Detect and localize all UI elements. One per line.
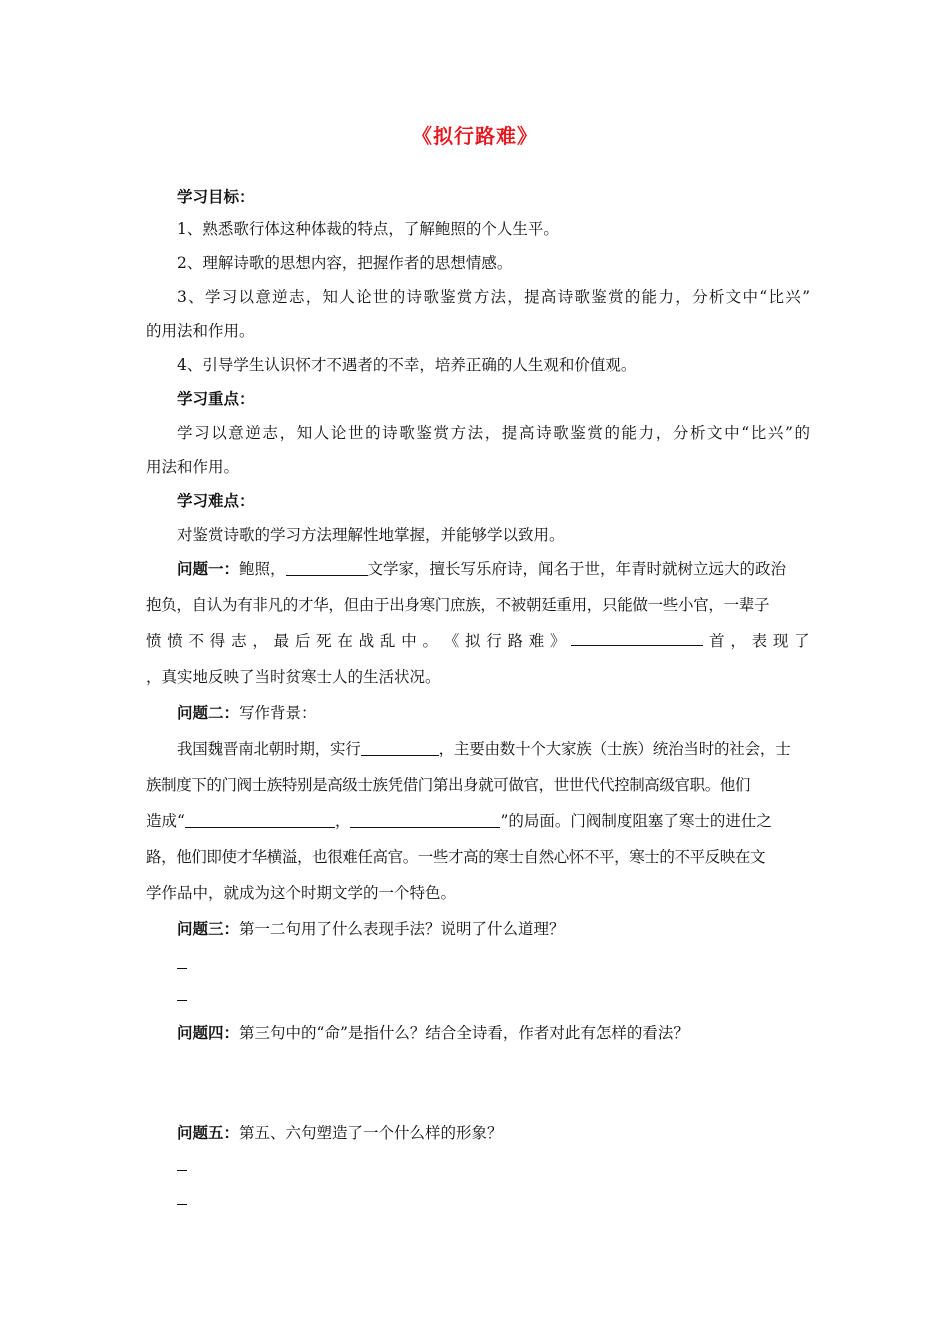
question-2-text: 族制度下的门阀士族特别是高级士族凭借门第出身就可做官，世世代代控制高级官职。他们 [146,776,751,794]
question-4-line [177,1022,810,1044]
question-1-line [177,558,810,580]
key-points-text-continued: 用法和作用。 [146,458,240,476]
question-2-text: 学作品中，就成为这个时期文学的一个特色。 [146,884,457,902]
question-5-line [177,1122,810,1144]
question-3-line [177,918,810,940]
question-1-text: ，真实地反映了当时贫寒士人的生活状况。 [146,668,441,686]
question-1-text: 鲍照， [239,560,286,578]
objective-item: 1、熟悉歌行体这种体裁的特点，了解鲍照的个人生平。 [177,220,559,238]
question-1-label: 问题一： [177,559,240,578]
document-title: 《拟行路难》 [412,124,538,148]
objective-item: 2、理解诗歌的思想内容，把握作者的思想情感。 [177,254,513,272]
objective-item: 3、学习以意逆志，知人论世的诗歌鉴赏方法，提高诗歌鉴赏的能力，分析文中“比兴” [177,288,810,306]
difficulties-text: 对鉴赏诗歌的学习方法理解性地掌握，并能够学以致用。 [177,526,565,544]
question-2-line [177,702,810,724]
question-2-text-line: 造成“ ， ”的局面。门阀制度阻塞了寒士的进仕之 [146,812,772,830]
objective-item-continued: 的用法和作用。 [146,322,255,340]
blank-fill-in[interactable] [350,812,500,828]
objectives-heading: 学习目标： [177,187,255,206]
question-1-spaced-line: 愤 愤 不 得 志 ， 最 后 死 在 战 乱 中 。 《 拟 行 路 难 》 首 ， 表 现 了 [146,632,810,650]
answer-line[interactable] [177,1000,187,1001]
question-1-text: 抱负，自认为有非凡的才华，但由于出身寒门庶族，不被朝廷重用，只能做一些小官，一辈子 [146,596,770,614]
question-2-label: 问题二： [177,703,240,722]
blank-fill-in[interactable] [185,812,335,828]
difficulties-heading: 学习难点： [177,491,255,510]
question-5-label: 问题五： [177,1123,240,1142]
question-2-text-line: 我国魏晋南北朝时期，实行 ，主要由数十个大家族（士族）统治当时的社会，士 [177,740,791,758]
question-5-text: 第五、六句塑造了一个什么样的形象？ [239,1124,503,1142]
key-points-text: 学习以意逆志，知人论世的诗歌鉴赏方法，提高诗歌鉴赏的能力，分析文中“比兴”的 [177,424,810,442]
answer-line[interactable] [177,1204,187,1205]
question-4-label: 问题四： [177,1023,240,1042]
question-3-label: 问题三： [177,919,240,938]
question-2-heading: 写作背景： [239,704,317,722]
answer-line[interactable] [177,1170,187,1171]
question-4-text: 第三句中的“命”是指什么？结合全诗看，作者对此有怎样的看法？ [239,1024,689,1042]
key-points-heading: 学习重点： [177,389,255,408]
question-3-text: 第一二句用了什么表现手法？说明了什么道理？ [239,920,565,938]
blank-fill-in[interactable] [286,560,368,576]
question-1-text: 文学家，擅长写乐府诗，闻名于世，年青时就树立远大的政治 [367,560,787,578]
objective-item: 4、引导学生认识怀才不遇者的不幸，培养正确的人生观和价值观。 [177,356,637,374]
blank-fill-in[interactable] [571,630,703,646]
blank-fill-in[interactable] [361,740,439,756]
question-2-text: 路，他们即使才华横溢，也很难任高官。一些才高的寒士自然心怀不平，寒士的不平反映在文 [146,848,766,866]
answer-line[interactable] [177,968,187,969]
